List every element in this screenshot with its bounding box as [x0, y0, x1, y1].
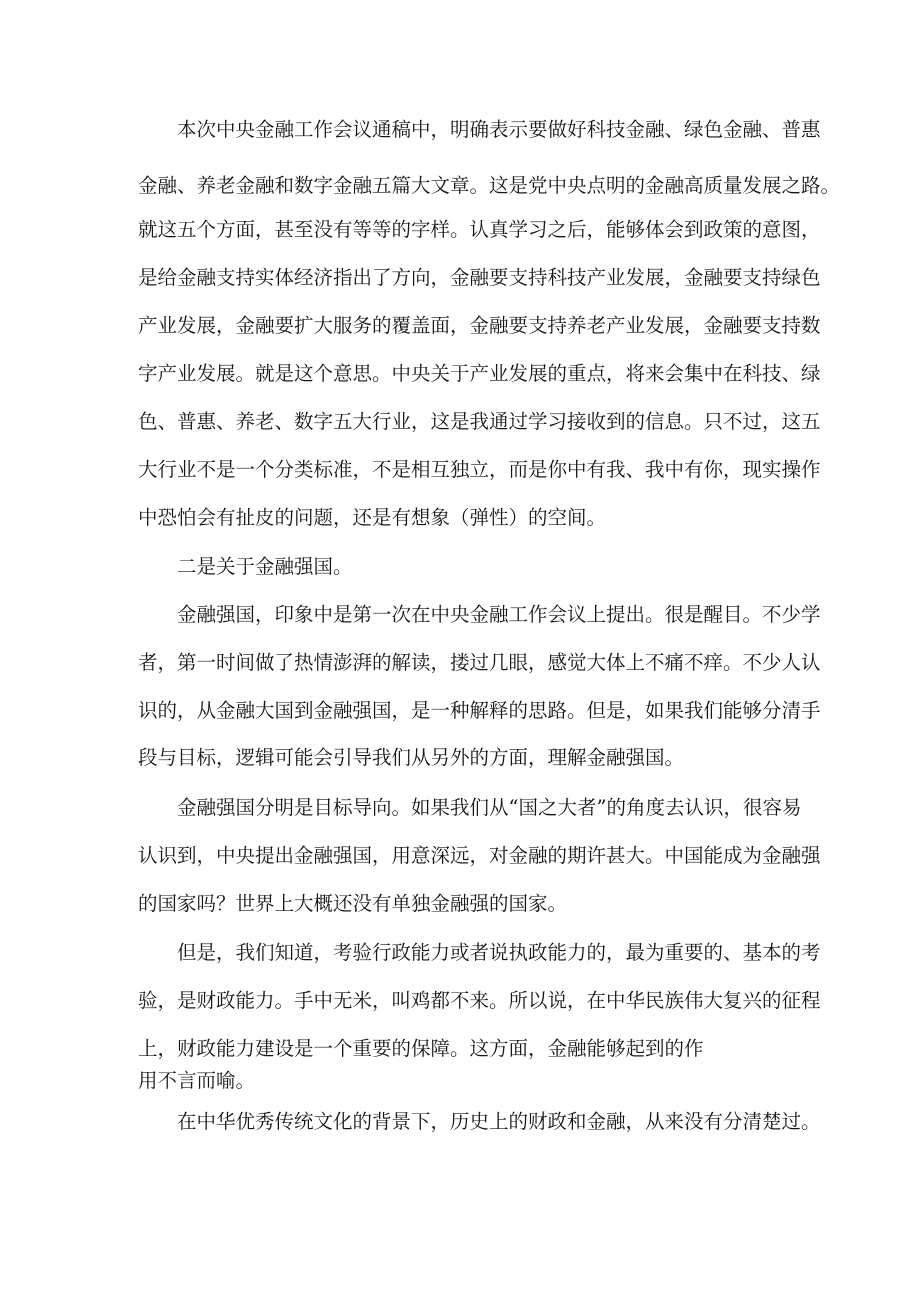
paragraph-line: 色、普惠、养老、数字五大行业，这是我通过学习接收到的信息。只不过，这五 [138, 410, 821, 433]
paragraph-line: 识的，从金融大国到金融强国，是一种解释的思路。但是，如果我们能够分清手 [138, 699, 821, 722]
paragraph-line: 字产业发展。就是这个意思。中央关于产业发展的重点，将来会集中在科技、绿 [138, 362, 821, 385]
section-heading: 二是关于金融强国。 [177, 555, 353, 578]
paragraph-line: 者，第一时间做了热情澎湃的解读，搂过几眼，感觉大体上不痛不痒。不少人认 [138, 651, 821, 674]
paragraph-line: 就这五个方面，甚至没有等等的字样。认真学习之后，能够体会到政策的意图， [138, 218, 821, 241]
paragraph-line: 验，是财政能力。手中无米，叫鸡都不来。所以说，在中华民族伟大复兴的征程 [138, 989, 821, 1012]
paragraph-line: 金融强国，印象中是第一次在中央金融工作会议上提出。很是醒目。不少学 [177, 603, 821, 626]
paragraph-line: 用不言而喻。 [138, 1069, 256, 1092]
paragraph-line: 产业发展，金融要扩大服务的覆盖面，金融要支持养老产业发展，金融要支持数 [138, 314, 821, 337]
paragraph-line: 是给金融支持实体经济指出了方向，金融要支持科技产业发展，金融要支持绿色 [138, 266, 821, 289]
paragraph-line: 在中华优秀传统文化的背景下，历史上的财政和金融，从来没有分清楚过。 [177, 1110, 821, 1133]
paragraph-line: 大行业不是一个分类标准，不是相互独立，而是你中有我、我中有你，现实操作 [138, 458, 821, 481]
paragraph-line: 本次中央金融工作会议通稿中，明确表示要做好科技金融、绿色金融、普惠 [177, 118, 821, 141]
paragraph-line: 段与目标，逻辑可能会引导我们从另外的方面，理解金融强国。 [138, 746, 685, 769]
paragraph-line: 但是，我们知道，考验行政能力或者说执政能力的，最为重要的、基本的考 [177, 941, 821, 964]
paragraph-line: 的国家吗？世界上大概还没有单独金融强的国家。 [138, 892, 568, 915]
paragraph-line: 上，财政能力建设是一个重要的保障。这方面，金融能够起到的作 [138, 1037, 704, 1060]
paragraph-line: 金融、养老金融和数字金融五篇大文章。这是党中央点明的金融高质量发展之路。 [138, 174, 841, 197]
paragraph-line: 中恐怕会有扯皮的问题，还是有想象（弹性）的空间。 [138, 506, 607, 529]
paragraph-line: 认识到，中央提出金融强国，用意深远，对金融的期许甚大。中国能成为金融强 [138, 844, 821, 867]
paragraph-line: 金融强国分明是目标导向。如果我们从“国之大者”的角度去认识，很容易 [177, 796, 802, 819]
